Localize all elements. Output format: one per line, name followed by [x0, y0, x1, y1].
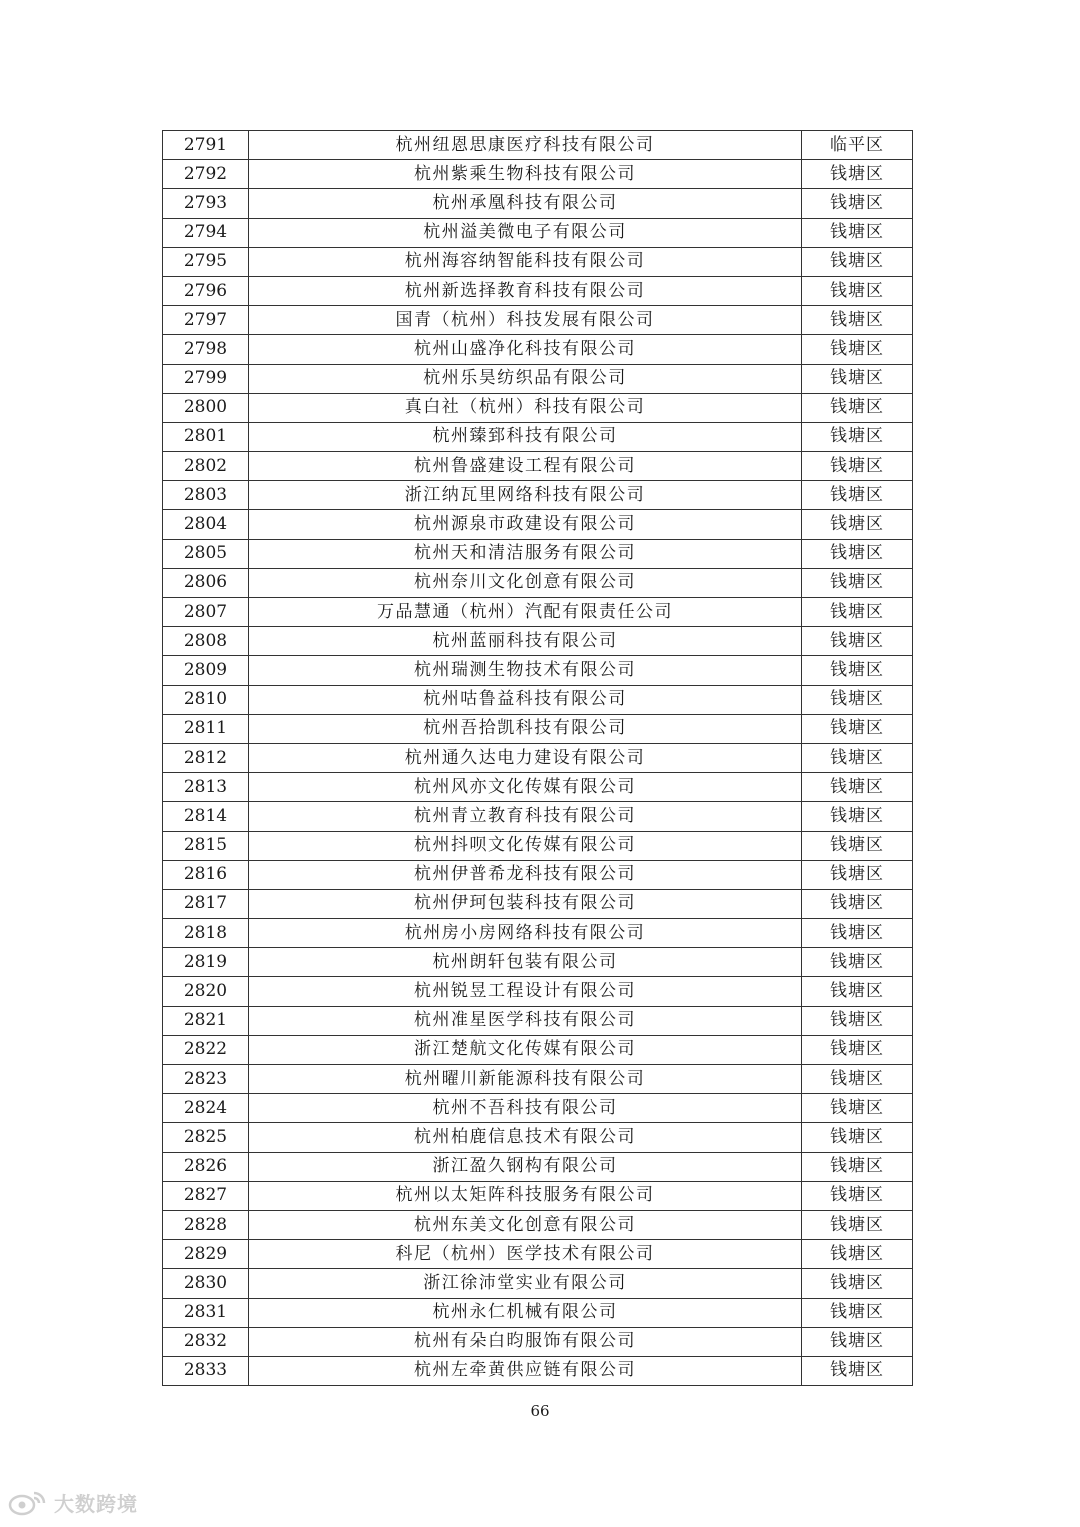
district-cell: 钱塘区	[802, 393, 913, 422]
table-row	[163, 656, 913, 685]
row-number-cell: 2800	[163, 393, 249, 422]
district-cell: 钱塘区	[802, 889, 913, 918]
row-number-cell: 2797	[163, 306, 249, 335]
company-name-cell: 杭州不吾科技有限公司	[249, 1094, 802, 1123]
row-number-cell: 2833	[163, 1356, 249, 1385]
district-cell: 钱塘区	[802, 335, 913, 364]
table-row	[163, 1356, 913, 1385]
district-cell: 钱塘区	[802, 276, 913, 305]
row-number-cell: 2818	[163, 919, 249, 948]
district-cell: 钱塘区	[802, 743, 913, 772]
table-row	[163, 393, 913, 422]
row-number-cell: 2829	[163, 1240, 249, 1269]
company-name-cell: 杭州伊珂包装科技有限公司	[249, 889, 802, 918]
district-cell: 钱塘区	[802, 422, 913, 451]
row-number-cell: 2821	[163, 1006, 249, 1035]
company-name-cell: 杭州咕鲁益科技有限公司	[249, 685, 802, 714]
district-cell: 钱塘区	[802, 685, 913, 714]
table-row	[163, 568, 913, 597]
weibo-style-logo-icon	[8, 1487, 48, 1517]
company-list-table	[162, 130, 913, 1386]
row-number-cell: 2804	[163, 510, 249, 539]
company-name-cell: 杭州柏鹿信息技术有限公司	[249, 1123, 802, 1152]
district-cell: 钱塘区	[802, 1210, 913, 1239]
table-row	[163, 889, 913, 918]
watermark	[8, 1484, 138, 1520]
row-number-cell: 2802	[163, 452, 249, 481]
district-cell: 钱塘区	[802, 1269, 913, 1298]
row-number-cell: 2827	[163, 1181, 249, 1210]
district-cell: 钱塘区	[802, 1327, 913, 1356]
row-number-cell: 2807	[163, 598, 249, 627]
table-row	[163, 860, 913, 889]
row-number-cell: 2793	[163, 189, 249, 218]
watermark-text: 大数跨境	[54, 1491, 138, 1516]
company-name-cell: 杭州永仁机械有限公司	[249, 1298, 802, 1327]
row-number-cell: 2815	[163, 831, 249, 860]
table-row	[163, 1181, 913, 1210]
company-name-cell: 杭州溢美微电子有限公司	[249, 218, 802, 247]
district-cell: 钱塘区	[802, 539, 913, 568]
table-row	[163, 160, 913, 189]
row-number-cell: 2816	[163, 860, 249, 889]
table-row	[163, 1065, 913, 1094]
table-row	[163, 335, 913, 364]
district-cell: 钱塘区	[802, 306, 913, 335]
company-name-cell: 杭州纽恩思康医疗科技有限公司	[249, 131, 802, 160]
district-cell: 钱塘区	[802, 510, 913, 539]
company-name-cell: 杭州源泉市政建设有限公司	[249, 510, 802, 539]
company-name-cell: 杭州房小房网络科技有限公司	[249, 919, 802, 948]
district-cell: 钱塘区	[802, 1123, 913, 1152]
table-row	[163, 189, 913, 218]
row-number-cell: 2798	[163, 335, 249, 364]
district-cell: 钱塘区	[802, 1356, 913, 1385]
company-name-cell: 杭州以太矩阵科技服务有限公司	[249, 1181, 802, 1210]
company-name-cell: 浙江盈久钢构有限公司	[249, 1152, 802, 1181]
district-cell: 钱塘区	[802, 919, 913, 948]
district-cell: 钱塘区	[802, 481, 913, 510]
table-row	[163, 364, 913, 393]
table-row	[163, 1035, 913, 1064]
table-row	[163, 510, 913, 539]
row-number-cell: 2796	[163, 276, 249, 305]
table-row	[163, 1269, 913, 1298]
district-cell: 钱塘区	[802, 568, 913, 597]
company-name-cell: 杭州蓝丽科技有限公司	[249, 627, 802, 656]
district-cell: 钱塘区	[802, 773, 913, 802]
district-cell: 钱塘区	[802, 860, 913, 889]
table-row	[163, 218, 913, 247]
district-cell: 钱塘区	[802, 364, 913, 393]
company-name-cell: 杭州朗轩包装有限公司	[249, 948, 802, 977]
row-number-cell: 2799	[163, 364, 249, 393]
district-cell: 钱塘区	[802, 714, 913, 743]
row-number-cell: 2826	[163, 1152, 249, 1181]
company-name-cell: 杭州伊普希龙科技有限公司	[249, 860, 802, 889]
row-number-cell: 2791	[163, 131, 249, 160]
table-row	[163, 685, 913, 714]
table-row	[163, 306, 913, 335]
company-name-cell: 浙江纳瓦里网络科技有限公司	[249, 481, 802, 510]
table-row	[163, 247, 913, 276]
row-number-cell: 2801	[163, 422, 249, 451]
row-number-cell: 2812	[163, 743, 249, 772]
row-number-cell: 2830	[163, 1269, 249, 1298]
district-cell: 钱塘区	[802, 247, 913, 276]
company-name-cell: 真白社（杭州）科技有限公司	[249, 393, 802, 422]
row-number-cell: 2805	[163, 539, 249, 568]
district-cell: 钱塘区	[802, 627, 913, 656]
district-cell: 钱塘区	[802, 1094, 913, 1123]
row-number-cell: 2828	[163, 1210, 249, 1239]
company-name-cell: 杭州抖呗文化传媒有限公司	[249, 831, 802, 860]
table-row	[163, 714, 913, 743]
company-name-cell: 浙江徐沛堂实业有限公司	[249, 1269, 802, 1298]
company-name-cell: 杭州锐昱工程设计有限公司	[249, 977, 802, 1006]
district-cell: 临平区	[802, 131, 913, 160]
table-row	[163, 598, 913, 627]
table-row	[163, 919, 913, 948]
table-row	[163, 422, 913, 451]
company-name-cell: 杭州吾拾凯科技有限公司	[249, 714, 802, 743]
district-cell: 钱塘区	[802, 1181, 913, 1210]
table-row	[163, 948, 913, 977]
company-name-cell: 杭州臻郅科技有限公司	[249, 422, 802, 451]
district-cell: 钱塘区	[802, 1035, 913, 1064]
row-number-cell: 2809	[163, 656, 249, 685]
table-row	[163, 1006, 913, 1035]
row-number-cell: 2792	[163, 160, 249, 189]
company-name-cell: 杭州鲁盛建设工程有限公司	[249, 452, 802, 481]
row-number-cell: 2806	[163, 568, 249, 597]
table-row	[163, 131, 913, 160]
table-row	[163, 452, 913, 481]
table-row	[163, 802, 913, 831]
company-name-cell: 杭州天和清洁服务有限公司	[249, 539, 802, 568]
row-number-cell: 2817	[163, 889, 249, 918]
table-row	[163, 1298, 913, 1327]
row-number-cell: 2794	[163, 218, 249, 247]
table-row	[163, 831, 913, 860]
table-row	[163, 1327, 913, 1356]
table-body	[163, 131, 913, 1386]
company-name-cell: 杭州乐昊纺织品有限公司	[249, 364, 802, 393]
row-number-cell: 2819	[163, 948, 249, 977]
company-name-cell: 国青（杭州）科技发展有限公司	[249, 306, 802, 335]
page-number: 66	[530, 1402, 550, 1420]
row-number-cell: 2811	[163, 714, 249, 743]
district-cell: 钱塘区	[802, 1006, 913, 1035]
table-row	[163, 481, 913, 510]
company-name-cell: 浙江楚航文化传媒有限公司	[249, 1035, 802, 1064]
district-cell: 钱塘区	[802, 831, 913, 860]
row-number-cell: 2814	[163, 802, 249, 831]
row-number-cell: 2824	[163, 1094, 249, 1123]
company-name-cell: 杭州曜川新能源科技有限公司	[249, 1065, 802, 1094]
company-name-cell: 杭州海容纳智能科技有限公司	[249, 247, 802, 276]
company-name-cell: 杭州通久达电力建设有限公司	[249, 743, 802, 772]
table-row	[163, 1210, 913, 1239]
district-cell: 钱塘区	[802, 452, 913, 481]
district-cell: 钱塘区	[802, 948, 913, 977]
district-cell: 钱塘区	[802, 802, 913, 831]
company-name-cell: 科尼（杭州）医学技术有限公司	[249, 1240, 802, 1269]
table-row	[163, 276, 913, 305]
company-name-cell: 杭州奈川文化创意有限公司	[249, 568, 802, 597]
row-number-cell: 2823	[163, 1065, 249, 1094]
company-name-cell: 杭州东美文化创意有限公司	[249, 1210, 802, 1239]
company-name-cell: 杭州风亦文化传媒有限公司	[249, 773, 802, 802]
company-name-cell: 杭州承凰科技有限公司	[249, 189, 802, 218]
table-row	[163, 627, 913, 656]
company-name-cell: 杭州青立教育科技有限公司	[249, 802, 802, 831]
row-number-cell: 2795	[163, 247, 249, 276]
company-name-cell: 杭州山盛净化科技有限公司	[249, 335, 802, 364]
company-name-cell: 杭州准星医学科技有限公司	[249, 1006, 802, 1035]
company-name-cell: 杭州紫乘生物科技有限公司	[249, 160, 802, 189]
row-number-cell: 2810	[163, 685, 249, 714]
row-number-cell: 2803	[163, 481, 249, 510]
company-name-cell: 杭州有朵白昀服饰有限公司	[249, 1327, 802, 1356]
district-cell: 钱塘区	[802, 1240, 913, 1269]
table-row	[163, 977, 913, 1006]
table-row	[163, 773, 913, 802]
district-cell: 钱塘区	[802, 1298, 913, 1327]
company-name-cell: 杭州瑞测生物技术有限公司	[249, 656, 802, 685]
table-row	[163, 1123, 913, 1152]
row-number-cell: 2825	[163, 1123, 249, 1152]
table-row	[163, 743, 913, 772]
district-cell: 钱塘区	[802, 1065, 913, 1094]
row-number-cell: 2822	[163, 1035, 249, 1064]
district-cell: 钱塘区	[802, 218, 913, 247]
table-row	[163, 1094, 913, 1123]
district-cell: 钱塘区	[802, 977, 913, 1006]
table-row	[163, 1240, 913, 1269]
row-number-cell: 2808	[163, 627, 249, 656]
company-name-cell: 杭州左牵黄供应链有限公司	[249, 1356, 802, 1385]
table-row	[163, 539, 913, 568]
district-cell: 钱塘区	[802, 189, 913, 218]
district-cell: 钱塘区	[802, 160, 913, 189]
district-cell: 钱塘区	[802, 656, 913, 685]
company-name-cell: 万品慧通（杭州）汽配有限责任公司	[249, 598, 802, 627]
district-cell: 钱塘区	[802, 598, 913, 627]
row-number-cell: 2813	[163, 773, 249, 802]
row-number-cell: 2820	[163, 977, 249, 1006]
table-row	[163, 1152, 913, 1181]
district-cell: 钱塘区	[802, 1152, 913, 1181]
company-name-cell: 杭州新选择教育科技有限公司	[249, 276, 802, 305]
row-number-cell: 2832	[163, 1327, 249, 1356]
row-number-cell: 2831	[163, 1298, 249, 1327]
